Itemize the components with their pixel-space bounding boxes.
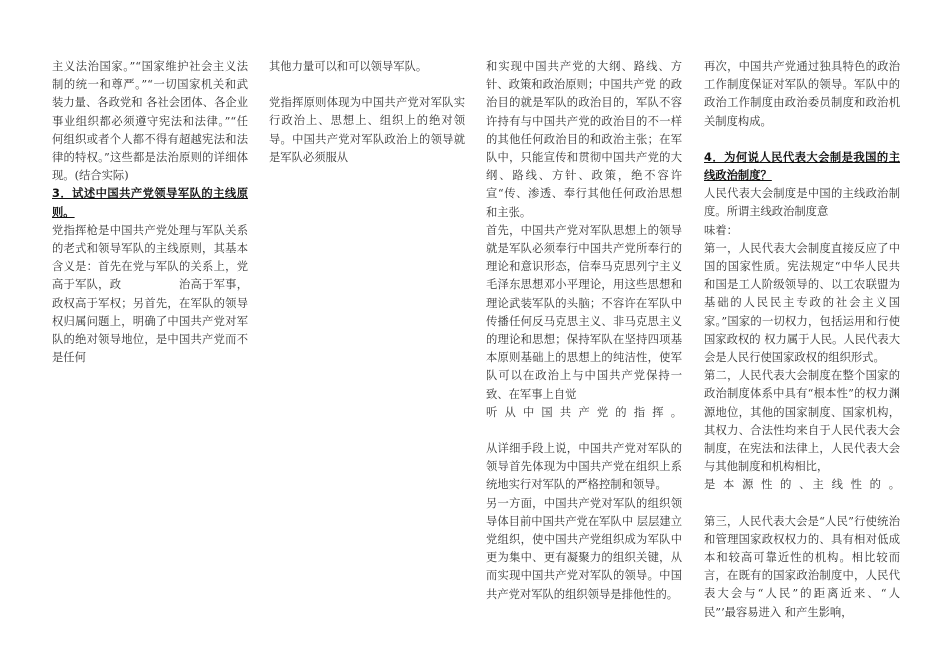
- column-1: [52, 58, 248, 367]
- column-4-paragraph-4: 第一，人民代表大会制度直接反应了中国的国家性质。宪法规定“中华人民共和国是工人阶级领导的、以工农联盟为基础的人民民主专政的社会主义国家。”国家的一切权力，包括运用和行使国家政权的 权力属于人民。人民代表大会是人民行使国家政权的组织形式。: [704, 241, 900, 365]
- column-2-paragraph-2: 党指挥原则体现为中国共产党对军队实行政治上、思想上、组织上的绝对领导。中国共产党对军队政治上的领导就是军队必须服从: [269, 96, 465, 164]
- column-3-paragraph-2: 首先，中国共产党对军队思想上的领导就是军队必须奉行中国共产党所奉行的理论和意识形态，信奉马克思列宁主义毛泽东思想邓小平理论，用这些思想和理论武装军队的头脑；不容许在军队中传播任何反马克思主义、非马克思主义的理论和思想；保持军队在坚持四项基本原则基础上的思想上的纯洁性，使军队可以在政治上与中国共产党保持一致、在军事上自觉: [486, 223, 682, 401]
- column-4-paragraph-5-last-line: 是 本 源 性 的 、主 线 性 的 。: [704, 478, 900, 492]
- column-3-paragraph-4: 另一方面，中国共产党对军队的组织领导体目前中国共产党在军队中 层层建立党组织，使中国共产党组织成为军队中更为集中、更有凝聚力的组织关键，从而实现中国共产党对军队的领导。中国共产党对军队的组织领导是排他性的。: [486, 496, 682, 601]
- column-2-paragraph-1: 其他力量可以和可以领导军队。: [269, 60, 428, 73]
- section-3-heading: 3．试述中国共产党领导军队的主线原则。: [52, 187, 248, 219]
- column-4-paragraph-3: 味着：: [704, 223, 738, 237]
- column-1-intro: 主义法治国家。”“国家维护社会主义法制的统一和尊严。”“一切国家机关和武装力量、各政党和 各社会团体、各企业事业组织都必须遵守宪法和法律。”“任何组织或者个人都不得有超越宪法和法律的特权。”这些都是法治原则的详细体现。(结合实际): [52, 60, 248, 183]
- column-1-body: 党指挥枪是中国共产党处理与军队关系的老式和领导军队的主线原则，其基本含义是：首先在党与军队的关系上，党高于军队，政 治高于军事，政权高于军权；另首先，在军队的领导权归属问题上，明确了中国共产党对军队的绝对领导地位，是中国共产党而不是任何: [52, 223, 248, 365]
- section-4-heading: 4．为何说人民代表大会制是我国的主线政治制度？: [704, 150, 900, 183]
- column-2: [269, 58, 465, 167]
- column-3: [486, 58, 682, 604]
- column-4-paragraph-2: 人民代表大会制度是中国的主线政治制度。所谓主线政治制度意: [704, 187, 900, 219]
- column-3-paragraph-3: 从详细手段上说，中国共产党对军队的领导首先体现为中国共产党在组织上系统地实行对军队的严格控制和领导。: [486, 442, 682, 492]
- column-4-paragraph-6: 第三，人民代表大会是“人民”行使统治和管理国家政权权力的、具有相对低成本和较高可靠近性的机构。相比较而言，在既有的国家政治制度中，人民代表大会与“人民”的距离近来、“人民”’最容易进入 和产生影响，: [704, 514, 900, 619]
- column-4-paragraph-1: 再次，中国共产党通过独具特色的政治工作制度保证对军队的领导。军队中的政治工作制度由政治委员制度和政治机关制度构成。: [704, 60, 900, 128]
- column-4-paragraph-5: 第二，人民代表大会制度在整个国家的政治制度体系中具有“根本性”的权力渊源地位，其他的国家制度、国家机构，其权力、合法性均来自于人民代表大会制度，在宪法和法律上，人民代表大会与其他制度和机构相比，: [704, 369, 900, 474]
- column-4: [704, 58, 900, 622]
- column-3-paragraph-2-last-line: 听 从 中 国 共 产 党 的 指 挥 。: [486, 405, 682, 419]
- column-3-paragraph-1: 和实现中国共产党的大纲、路线、方针、政策和政治原则；中国共产党 的政治目的就是军队的政治目的，军队不容许持有与中国共产党的政治目的不一样的其他任何政治目的和政治主张；在军队中，只能宣传和贯彻中国共产党的大纲、路线、方针、政策，绝不容许宣“传、渗透、奉行其他任何政治思想和主张。: [486, 60, 682, 219]
